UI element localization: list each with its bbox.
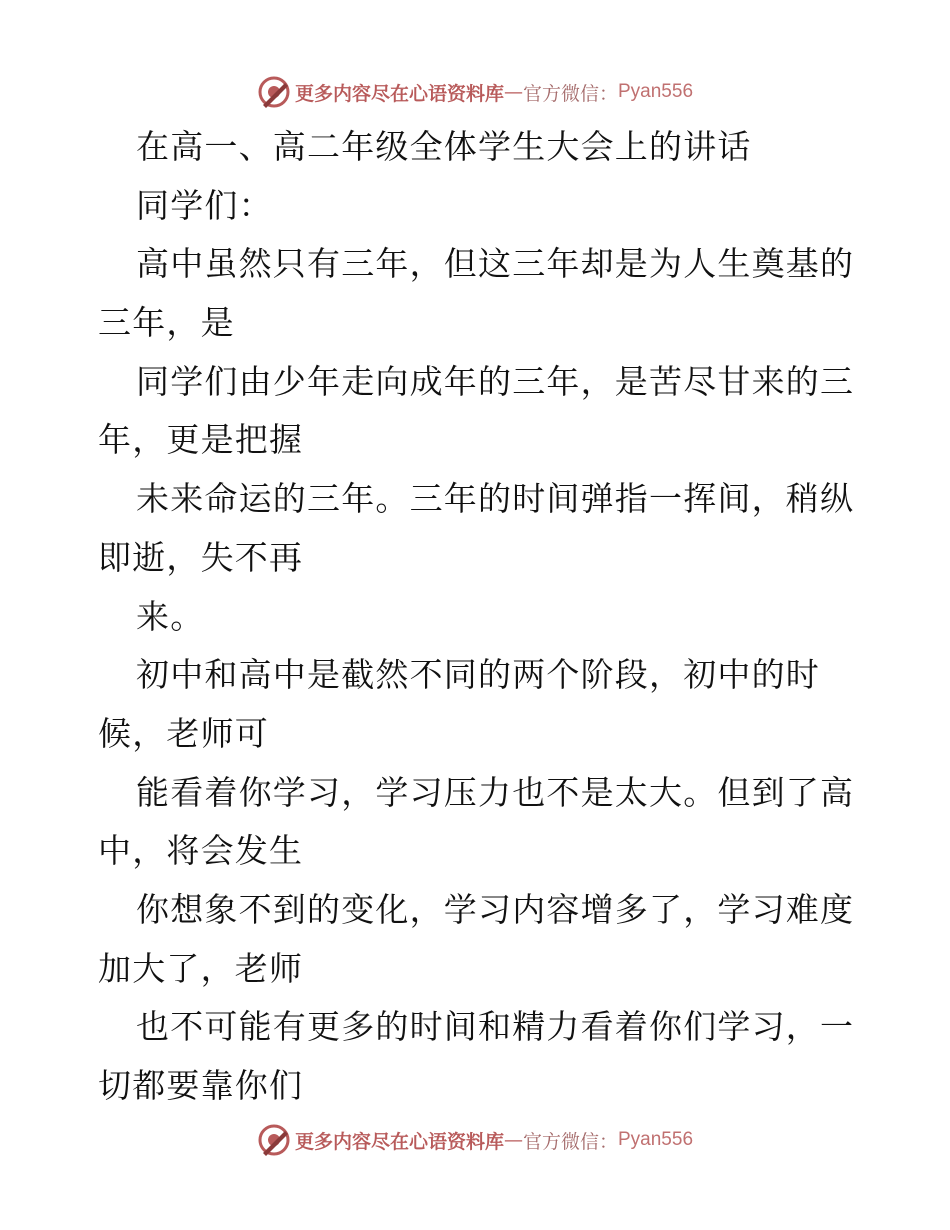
document-title: 在高一、高二年级全体学生大会上的讲话 xyxy=(136,127,752,166)
text-line: 候，老师可 xyxy=(98,713,269,753)
header-banner-sub: 官方微信： xyxy=(522,82,618,105)
footer-banner-main: 更多内容尽在心语资料库 xyxy=(294,1130,504,1153)
text-line: 来。 xyxy=(136,596,205,636)
footer-banner-separator: — xyxy=(503,1129,523,1151)
text-line: 初中和高中是截然不同的两个阶段，初中的时 xyxy=(136,655,820,695)
text-line: 同学们由少年走向成年的三年，是苦尽甘来的三 xyxy=(136,361,855,401)
text-line: 能看着你学习，学习压力也不是太大。但到了高 xyxy=(136,772,855,812)
text-line: 你想象不到的变化，学习内容增多了，学习难度 xyxy=(136,889,855,929)
text-line: 中，将会发生 xyxy=(98,831,304,871)
footer-banner-account: Pyan556 xyxy=(618,1129,694,1150)
footer-banner-sub: 官方微信： xyxy=(522,1130,618,1153)
header-banner-account: Pyan556 xyxy=(618,81,694,102)
text-line: 高中虽然只有三年，但这三年却是为人生奠基的 xyxy=(136,244,855,284)
document-body xyxy=(98,118,858,1116)
footer-banner xyxy=(0,1120,950,1160)
salutation: 同学们： xyxy=(136,185,273,225)
header-banner-separator: — xyxy=(503,81,523,103)
text-line: 也不可能有更多的时间和精力看着你们学习，一 xyxy=(136,1007,855,1047)
text-line: 切都要靠你们 xyxy=(98,1066,304,1105)
header-banner-main: 更多内容尽在心语资料库 xyxy=(294,82,504,105)
text-line: 三年，是 xyxy=(98,303,235,343)
text-line: 未来命运的三年。三年的时间弹指一挥间，稍纵 xyxy=(136,479,855,519)
text-line: 年，更是把握 xyxy=(98,420,304,460)
text-line: 即逝，失不再 xyxy=(98,537,304,577)
text-line: 加大了，老师 xyxy=(98,948,304,988)
header-banner xyxy=(0,72,950,112)
pen-circle-logo-icon xyxy=(257,75,291,109)
pen-circle-logo-icon xyxy=(257,1123,291,1157)
